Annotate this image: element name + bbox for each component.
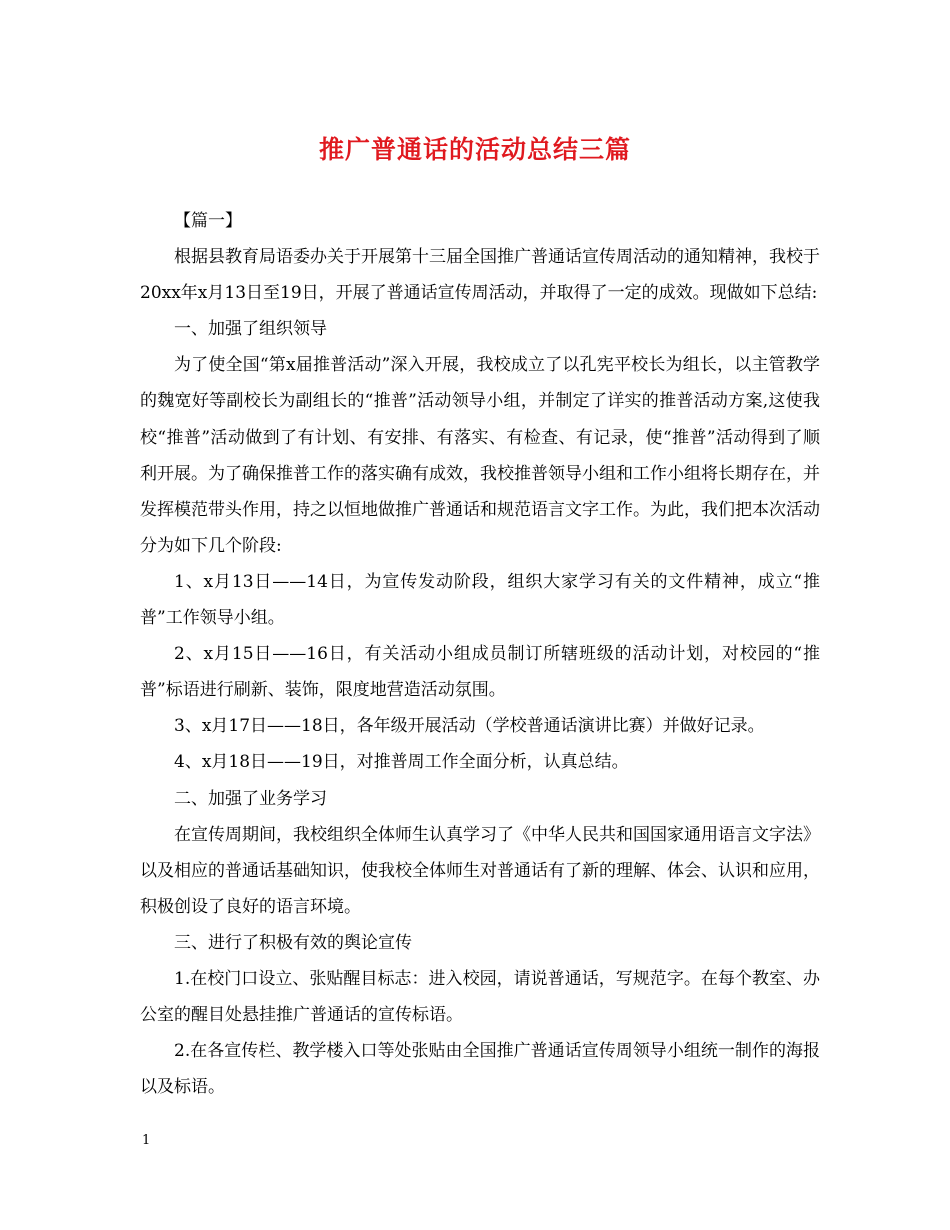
- section-heading: 【篇一】: [174, 211, 242, 231]
- list-item: 2.在各宣传栏、教学楼入口等处张贴由全国推广普通话宣传周领导小组统一制作的海报以及标语。: [140, 1041, 820, 1098]
- section-heading: 三、进行了积极有效的舆论宣传: [174, 932, 412, 953]
- list-item: 1、x月13日——14日，为宣传发动阶段，组织大家学习有关的文件精神，成立“推普”工作领导小组。: [140, 571, 820, 629]
- page-number: 1: [142, 1133, 151, 1148]
- list-item: 2、x月15日——16日，有关活动小组成员制订所辖班级的活动计划，对校园的“推普”标语进行刷新、装饰，限度地营造活动氛围。: [140, 644, 820, 701]
- list-item: 4、x月18日——19日，对推普周工作全面分析，认真总结。: [174, 752, 629, 773]
- paragraph: 在宣传周期间，我校组织全体师生认真学习了《中华人民共和国国家通用语言文字法》以及相应的普通话基础知识，使我校全体师生对普通话有了新的理解、体会、认识和应用，积极创设了良好的语言环境。: [140, 824, 820, 917]
- section-heading: 二、加强了业务学习: [174, 788, 327, 809]
- list-item: 3、x月17日——18日，各年级开展活动（学校普通话演讲比赛）并做好记录。: [174, 716, 765, 737]
- document-body: [140, 203, 820, 1105]
- paragraph: 为了使全国“第x届推普活动”深入开展，我校成立了以孔宪平校长为组长，以主管教学的魏宽好等副校长为副组长的“推普”活动领导小组，并制定了详实的推普活动方案,这使我校“推普”活动做到了有计划、有安排、有落实、有检查、有记录，使“推普”活动得到了顺利开展。为了确保推普工作的落实确有成效，我校推普领导小组和工作小组将长期存在，并发挥模范带头作用，持之以恒地做推广普通话和规范语言文字工作。为此，我们把本次活动分为如下几个阶段:: [140, 355, 820, 556]
- paragraph: 根据县教育局语委办关于开展第十三届全国推广普通话宣传周活动的通知精神，我校于20xx年x月13日至19日，开展了普通话宣传周活动，并取得了一定的成效。现做如下总结:: [140, 247, 820, 304]
- section-heading: 一、加强了组织领导: [174, 319, 327, 340]
- list-item: 1.在校门口设立、张贴醒目标志：进入校园，请说普通话，写规范字。在每个教室、办公室的醒目处悬挂推广普通话的宣传标语。: [140, 968, 820, 1026]
- document-title: 推广普通话的活动总结三篇: [318, 135, 631, 164]
